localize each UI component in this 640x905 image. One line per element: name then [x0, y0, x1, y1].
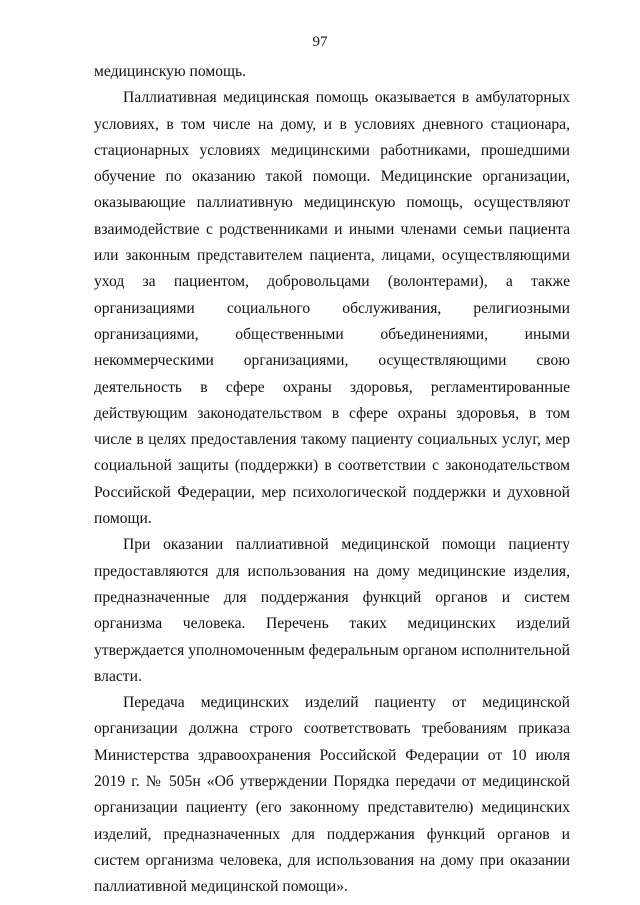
paragraph-continuation: медицинскую помощь. — [94, 63, 247, 80]
paragraph-palliative-care-conditions: Паллиативная медицинская помощь оказывается в амбулаторных условиях, в том числе на дому, и в условиях дневного стационара, стационарных условиях медицинскими работниками, прошедшими обучение по оказанию такой помощи. Медицинские организации, оказывающие паллиативную медицинскую помощь, осуществляют взаимодействие с родственниками и иными членами семьи пациента или законным представителем пациента, лицами, осуществляющими уход за пациентом, добровольцами (волонтерами), а также организациями социального обслуживания, религиозными организациями, общественными объединениями, иными некоммерческими организациями, осуществляющими свою деятельность в сфере охраны здоровья, регламентированные действующим законодательством в сфере охраны здоровья, в том числе в целях предоставления такому пациенту социальных услуг, мер социальной защиты (поддержки) в соответствии с законодательством Российской Федерации, мер психологической поддержки и духовной помощи. — [94, 89, 570, 528]
paragraph-medical-devices-at-home: При оказании паллиативной медицинской помощи пациенту предоставляются для использования на дому медицинские изделия, предназначенные для поддержания функций органов и систем организма человека. Перечень таких медицинских изделий утверждается уполномоченным федеральным органом исполнительной власти. — [94, 536, 570, 685]
document-body — [94, 59, 570, 901]
paragraph-device-transfer-order: Передача медицинских изделий пациенту от медицинской организации должна строго соответствовать требованиям приказа Министерства здравоохранения Российской Федерации от 10 июля 2019 г. № 505н «Об утверждении Порядка передачи от медицинской организации пациенту (его законному представителю) медицинских изделий, предназначенных для поддержания функций органов и систем организма человека, для использования на дому при оказании паллиативной медицинской помощи». — [94, 694, 570, 896]
page-number: 97 — [312, 34, 328, 50]
